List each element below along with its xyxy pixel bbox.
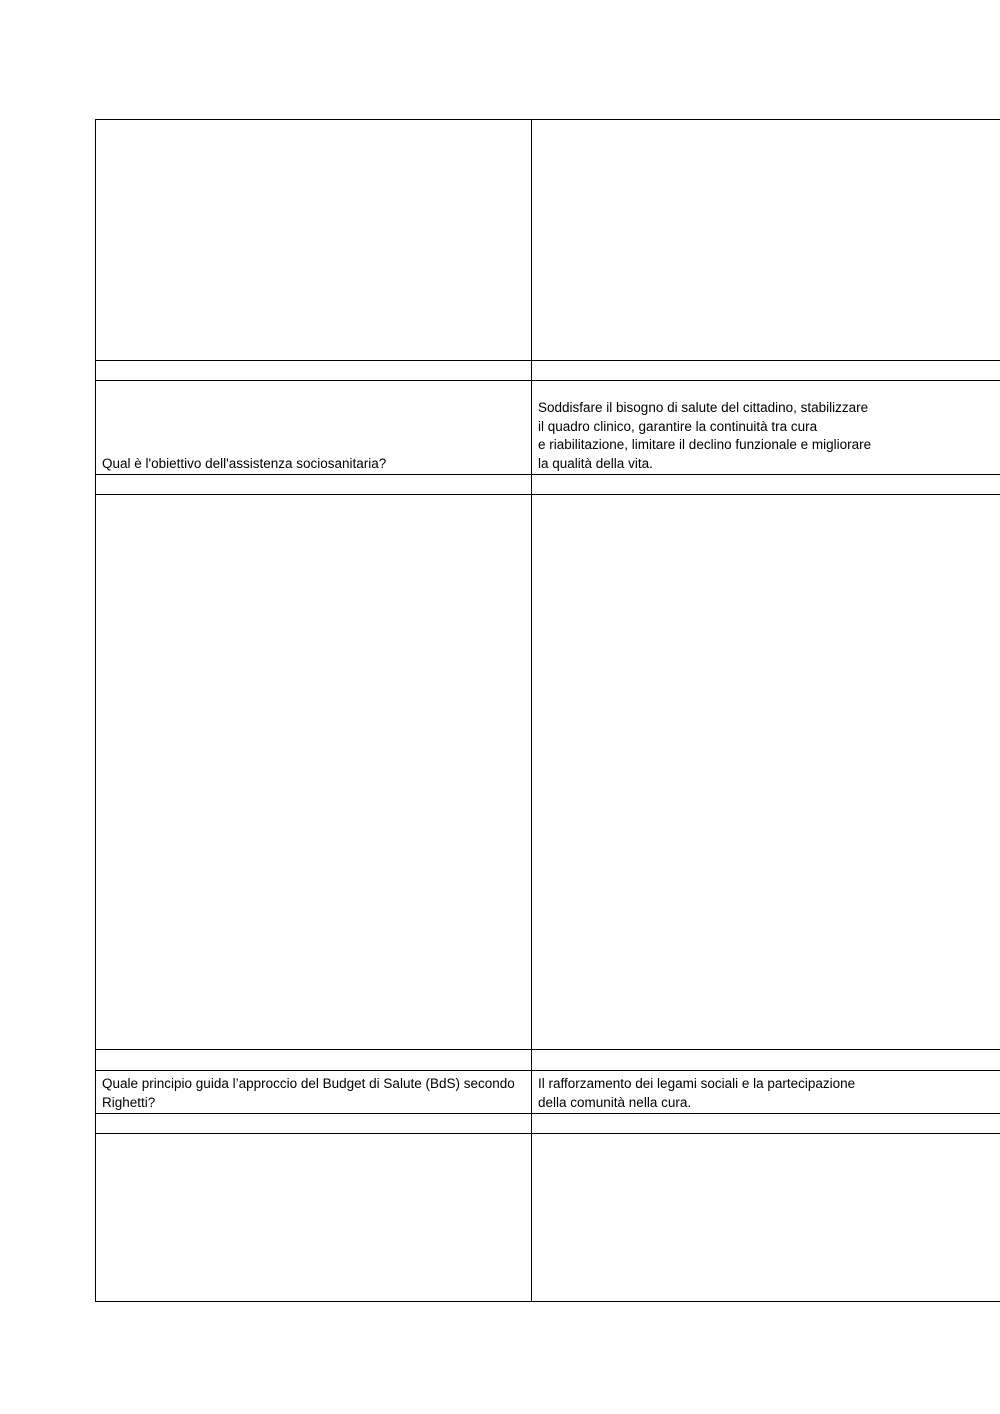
answer-cell: [532, 495, 1000, 1050]
question-cell: [96, 1050, 532, 1071]
table-row: [96, 495, 1000, 1050]
question-cell: [96, 1114, 532, 1134]
table-row: [96, 1071, 1000, 1114]
table-row: [96, 381, 1000, 475]
answer-cell: [532, 361, 1000, 381]
question-cell: [96, 495, 532, 1050]
table-row: [96, 475, 1000, 495]
answer-cell: Soddisfare il bisogno di salute del cittadino, stabilizzare il quadro clinico, garantire la continuità tra cura e riabilitazione, limitare il declino funzionale e migliorare la qualità della vita.: [532, 381, 1000, 475]
qa-table: [95, 119, 1000, 1302]
answer-cell: [532, 120, 1000, 361]
answer-cell: [532, 1114, 1000, 1134]
question-cell: [96, 475, 532, 495]
table-row: [96, 361, 1000, 381]
table-row: [96, 120, 1000, 361]
table-row: [96, 1050, 1000, 1071]
answer-cell: [532, 1050, 1000, 1071]
answer-cell: [532, 475, 1000, 495]
answer-cell: [532, 1134, 1000, 1302]
question-cell: Qual è l'obiettivo dell'assistenza sociosanitaria?: [96, 381, 532, 475]
question-cell: [96, 120, 532, 361]
table-row: [96, 1134, 1000, 1302]
question-cell: Quale principio guida l’approccio del Budget di Salute (BdS) secondo Righetti?: [96, 1071, 532, 1114]
answer-cell: Il rafforzamento dei legami sociali e la partecipazione della comunità nella cura.: [532, 1071, 1000, 1114]
question-cell: [96, 361, 532, 381]
question-cell: [96, 1134, 532, 1302]
table-row: [96, 1114, 1000, 1134]
